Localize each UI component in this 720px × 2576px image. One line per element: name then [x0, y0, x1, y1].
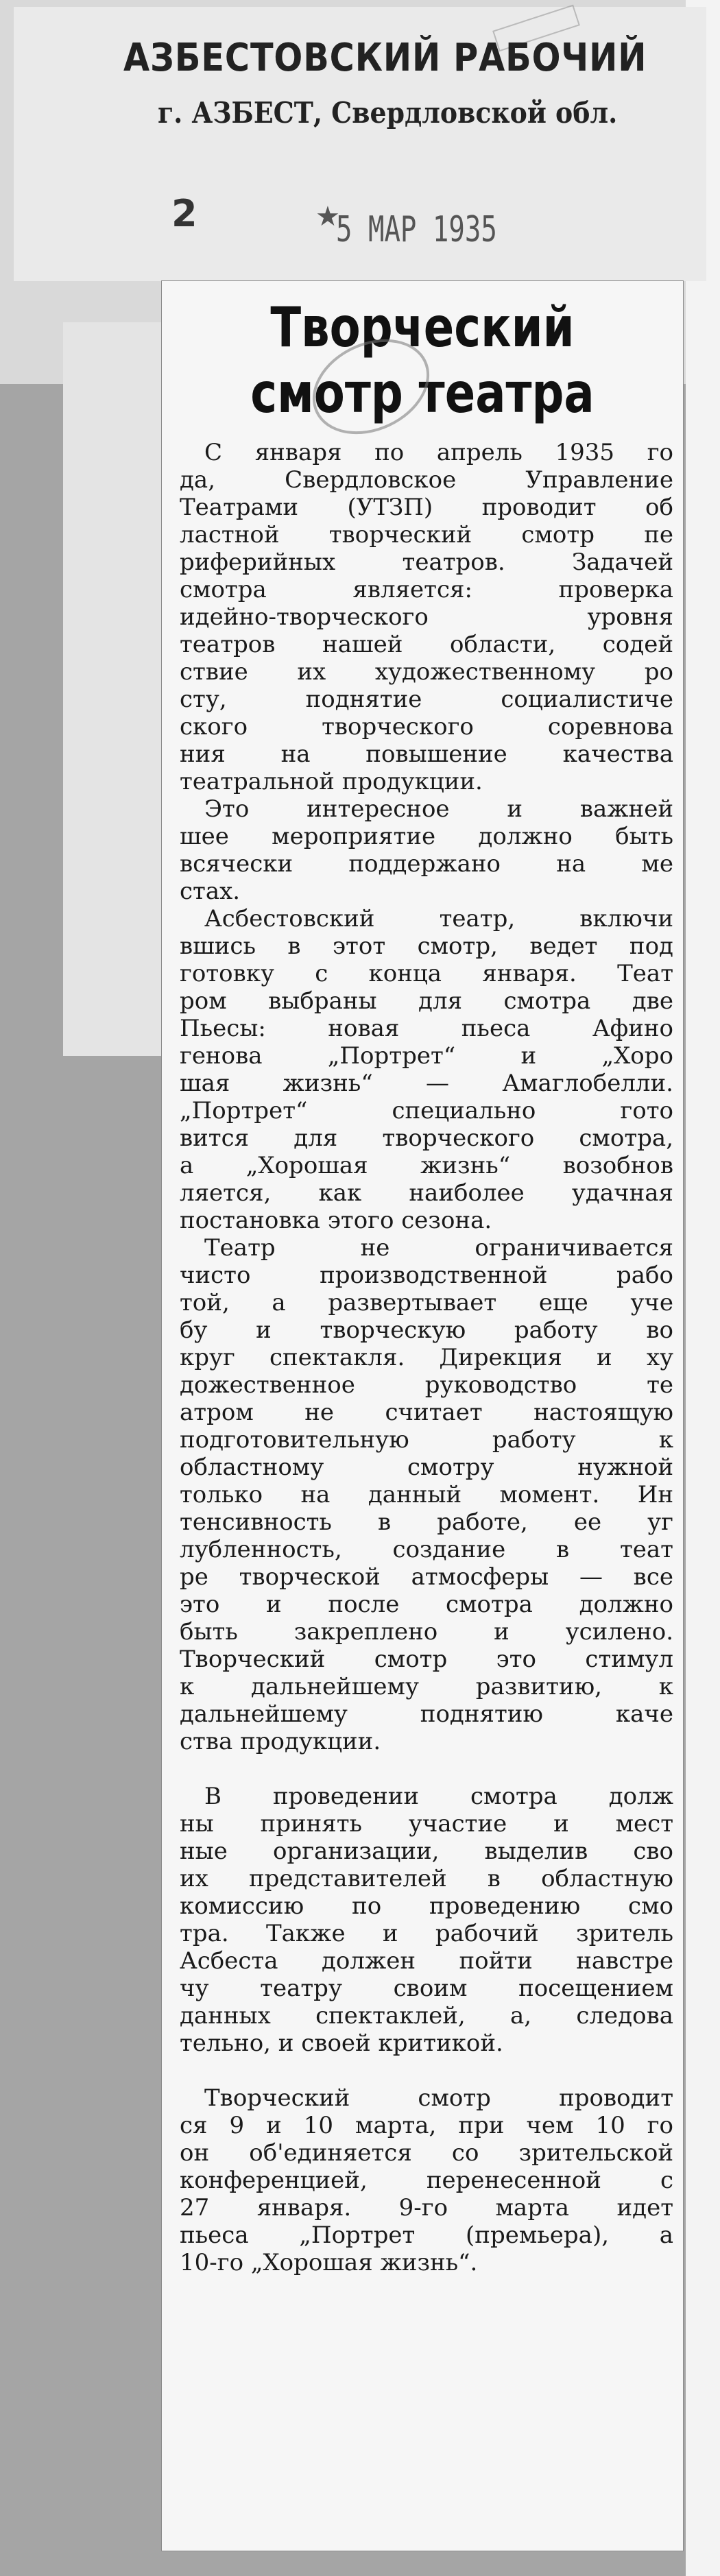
article-line: всячески поддержано на ме — [180, 850, 673, 878]
article-line: тельно, и своей критикой. — [180, 2030, 503, 2057]
article-line: ляется, как наиболее удачная — [180, 1179, 673, 1207]
article-line: сту, поднятие социалистиче — [180, 686, 673, 713]
article-line: чисто производственной рабо — [180, 1262, 673, 1289]
article-line: ства продукции. — [180, 1728, 381, 1755]
article-line: бу и творческую работу во — [180, 1316, 673, 1344]
article-line: дожественное руководство те — [180, 1371, 673, 1399]
paragraph-gap — [180, 2057, 673, 2084]
article-line: ные организации, выделив сво — [180, 1838, 673, 1865]
article-line: лубленность, создание в теат — [180, 1536, 673, 1563]
article-line: С января по апрель 1935 го — [204, 439, 673, 466]
article-line: шее мероприятие должно быть — [180, 823, 673, 850]
article-line: да, Свердловское Управление — [180, 466, 673, 494]
article-line: областному смотру нужной — [180, 1454, 673, 1481]
article-line: ся 9 и 10 марта, при чем 10 го — [180, 2112, 673, 2139]
article-line: театров нашей области, содей — [180, 631, 673, 658]
headline-line-1: Творческий — [270, 296, 575, 359]
article-line: ластной творческий смотр пе — [180, 521, 673, 549]
article-line: подготовительную работу к — [180, 1426, 673, 1454]
article-line: пьеса „Портрет (премьера), а — [180, 2222, 673, 2249]
article-paragraph — [180, 1234, 673, 1755]
article-line: ре творческой атмосферы — все — [180, 1563, 673, 1591]
scan-background-right — [686, 0, 720, 2576]
article-line: ром выбраны для смотра две — [180, 987, 673, 1015]
headline-line-2: смотр театра — [250, 361, 595, 425]
article-paragraph — [180, 2084, 673, 2276]
article-line: быть закреплено и усилено. — [180, 1618, 673, 1646]
star-icon: ★ — [315, 201, 340, 232]
article-line: готовку с конца января. Теат — [180, 960, 673, 987]
article-line: Творческий смотр это стимул — [180, 1646, 673, 1673]
article-line: смотра является: проверка — [180, 576, 673, 603]
article-line: чу театру своим посещением — [180, 1975, 673, 2002]
article-line: вится для творческого смотра, — [180, 1124, 673, 1152]
article-line: Это интересное и важней — [204, 795, 673, 823]
article-line: только на данный момент. Ин — [180, 1481, 673, 1508]
date-stamp: 5 МАР 1935 — [336, 209, 497, 250]
article-line: ствие их художественному ро — [180, 658, 673, 686]
article-line: В проведении смотра долж — [204, 1783, 673, 1810]
article-line: конференцией, перенесенной с — [180, 2167, 673, 2194]
article-line: он об'единяется со зрительской — [180, 2139, 673, 2167]
article-line: Пьесы: новая пьеса Афино — [180, 1015, 673, 1042]
article-line: Асбестовский театр, включи — [204, 905, 673, 932]
article-line: „Портрет“ специально гото — [180, 1097, 673, 1124]
article-line: дальнейшему поднятию каче — [180, 1700, 673, 1728]
article-line: Творческий смотр проводит — [204, 2084, 673, 2112]
handwritten-label-strip — [63, 322, 166, 1056]
article-line: данных спектаклей, а, следова — [180, 2002, 673, 2030]
article-line: ния на повышение качества — [180, 741, 673, 768]
page-number: 2 — [171, 192, 197, 235]
article-line: 27 января. 9-го марта идет — [180, 2194, 673, 2222]
article-line: а „Хорошая жизнь“ возобнов — [180, 1152, 673, 1179]
article-paragraph — [180, 1783, 673, 2057]
article-line: это и после смотра должно — [180, 1591, 673, 1618]
article-line: тра. Также и рабочий зритель — [180, 1920, 673, 1947]
article-line: театральной продукции. — [180, 768, 483, 795]
newspaper-city: г. АЗБЕСТ, Свердловской обл. — [158, 96, 618, 130]
article-line: Театрами (УТЗП) проводит об — [180, 494, 673, 521]
newspaper-title: АЗБЕСТОВСКИЙ РАБОЧИЙ — [123, 36, 647, 80]
article-line: комиссию по проведению смо — [180, 1892, 673, 1920]
article-line: шая жизнь“ — Амаглобелли. — [180, 1070, 673, 1097]
article-line: ского творческого соревнова — [180, 713, 673, 741]
article-line: идейно-творческого уровня — [180, 603, 673, 631]
article-line: постановка этого сезона. — [180, 1207, 492, 1234]
newspaper-masthead — [14, 7, 706, 281]
article-line: к дальнейшему развитию, к — [180, 1673, 673, 1700]
article-line: Театр не ограничивается — [204, 1234, 673, 1262]
article-line: 10-го „Хорошая жизнь“. — [180, 2249, 478, 2276]
article-line: той, а развертывает еще уче — [180, 1289, 673, 1316]
article-line: тенсивность в работе, ее уг — [180, 1508, 673, 1536]
article-line: ны принять участие и мест — [180, 1810, 673, 1838]
article-paragraph — [180, 795, 673, 905]
article-line: стах. — [180, 878, 241, 905]
article-line: атром не считает настоящую — [180, 1399, 673, 1426]
article-line: круг спектакля. Дирекция и ху — [180, 1344, 673, 1371]
article-line: генова „Портрет“ и „Хоро — [180, 1042, 673, 1070]
article-paragraph — [180, 439, 673, 795]
article-line: риферийных театров. Задачей — [180, 549, 673, 576]
article-line: их представителей в областную — [180, 1865, 673, 1892]
paragraph-gap — [180, 1755, 673, 1783]
article-paragraph — [180, 905, 673, 1234]
article-line: вшись в этот смотр, ведет под — [180, 932, 673, 960]
article-line: Асбеста должен пойти навстре — [180, 1947, 673, 1975]
article-body — [180, 439, 673, 2276]
